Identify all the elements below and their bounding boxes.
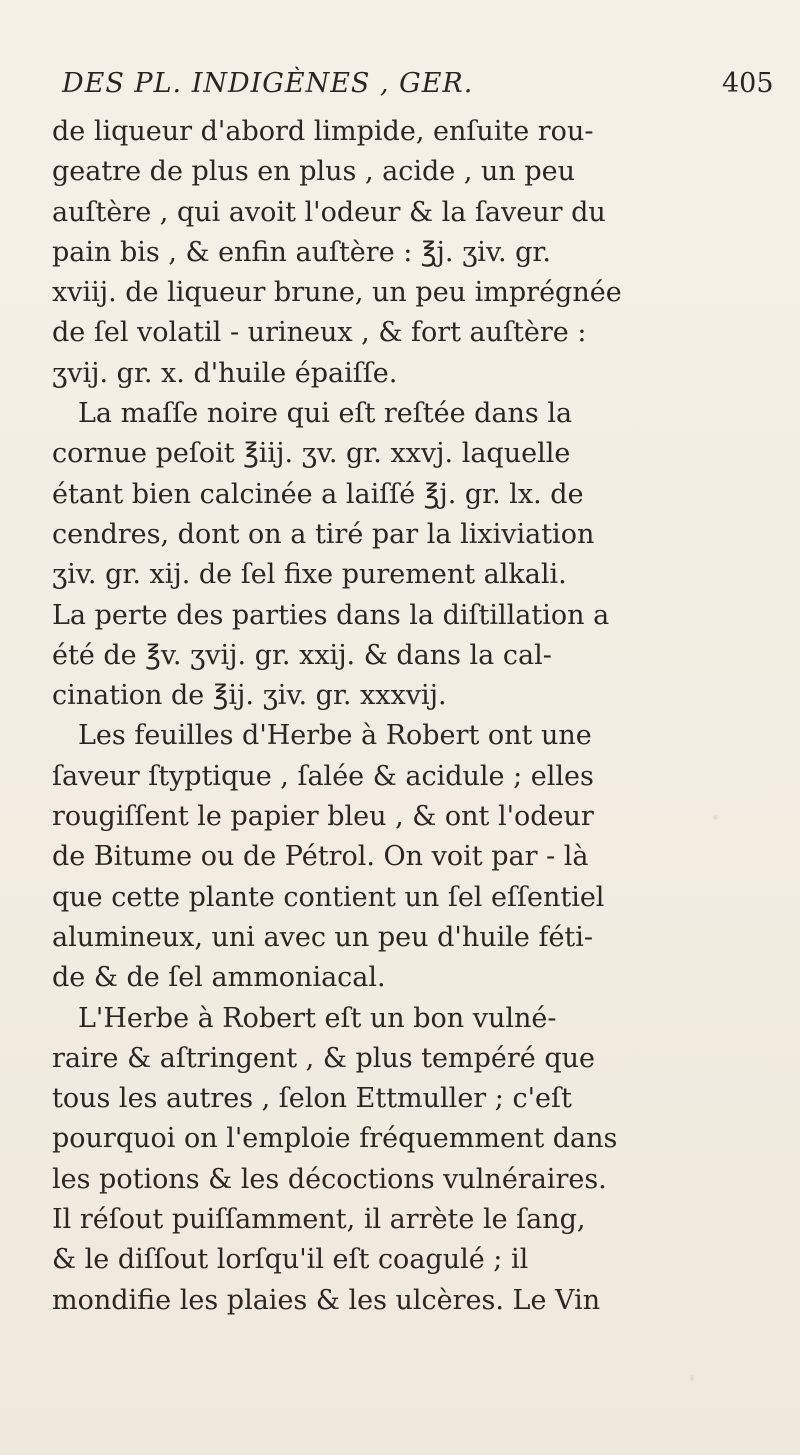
- page-number: 405: [722, 68, 774, 99]
- text-line: raire & aſtringent , & plus tempéré que: [52, 1042, 596, 1074]
- text-line: & le diſſout lorſqu'il eſt coagulé ; il: [52, 1244, 529, 1276]
- text-line: de & de ſel ammoniacal.: [52, 962, 386, 994]
- text-line: de liqueur d'abord limpide, enſuite rou-: [52, 116, 594, 147]
- text-line: La maſſe noire qui eſt reſtée dans la: [78, 398, 573, 430]
- text-line: été de ℥v. ʒvij. gr. xxij. & dans la cal-: [52, 639, 552, 671]
- page-header: [62, 68, 774, 116]
- text-line: rougiſſent le papier bleu , & ont l'odeur: [52, 801, 594, 833]
- text-line: alumineux, uni avec un peu d'huile féti-: [52, 921, 594, 953]
- body-text: [52, 112, 772, 1321]
- text-line: L'Herbe à Robert eſt un bon vulné-: [78, 1002, 557, 1034]
- text-line: les potions & les décoctions vulnéraires.: [52, 1163, 607, 1195]
- text-line: La perte des parties dans la diſtillation a: [52, 599, 610, 631]
- text-line: pourquoi on l'emploie fréquemment dans: [52, 1123, 618, 1155]
- text-line: ſaveur ſtyptique , ſalée & acidule ; elles: [52, 760, 594, 792]
- text-line: auſtère , qui avoit l'odeur & la ſaveur du: [52, 196, 606, 228]
- running-head: DES PL. INDIGÈNES , GER.: [62, 68, 474, 99]
- text-line: étant bien calcinée a laiſſé ℥j. gr. lx. de: [52, 478, 584, 510]
- text-line: que cette plante contient un ſel eſſentiel: [52, 881, 605, 913]
- text-line: de ſel volatil - urineux , & fort auſtère :: [52, 317, 587, 349]
- text-line: de Bitume ou de Pétrol. On voit par - là: [52, 841, 589, 873]
- paper-speck: [690, 1375, 694, 1381]
- text-line: tous les autres , ſelon Ettmuller ; c'eſt: [52, 1083, 572, 1115]
- text-line: cornue peſoit ℥iij. ʒv. gr. xxvj. laquelle: [52, 438, 571, 470]
- text-line: geatre de plus en plus , acide , un peu: [52, 156, 576, 188]
- text-line: ʒiv. gr. xij. de ſel fixe purement alkali.: [52, 559, 567, 591]
- text-line: ʒvij. gr. x. d'huile épaiſſe.: [52, 357, 398, 389]
- text-line: Les feuilles d'Herbe à Robert ont une: [78, 720, 592, 752]
- text-line: xviij. de liqueur brune, un peu imprégnée: [52, 277, 622, 309]
- text-line: cendres, dont on a tiré par la lixiviation: [52, 518, 595, 550]
- text-line: pain bis , & enfin auſtère : ℥j. ʒiv. gr.: [52, 236, 551, 268]
- text-line: Il réſout puiſſamment, il arrète le ſang,: [52, 1204, 586, 1236]
- text-line: cination de ℥ij. ʒiv. gr. xxxvij.: [52, 680, 447, 712]
- text-line: mondifie les plaies & les ulcères. Le Vin: [52, 1284, 601, 1316]
